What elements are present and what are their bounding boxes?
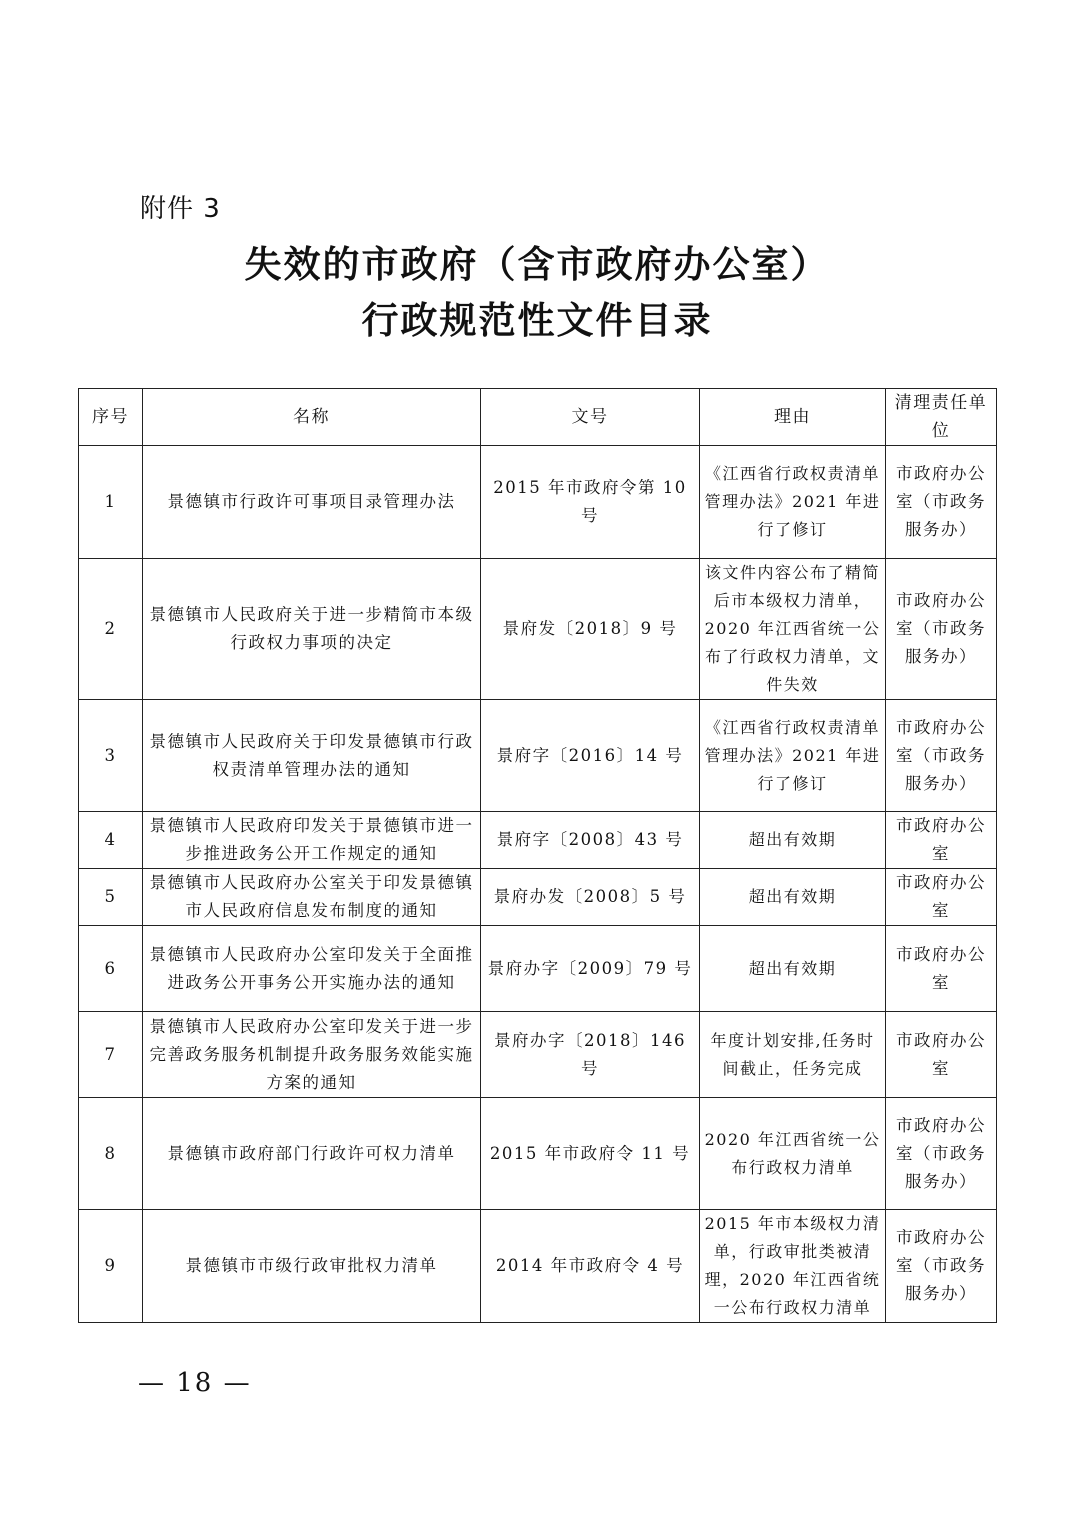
page-number: — 18 — (138, 1368, 252, 1398)
header-unit: 清理责任单位 (886, 389, 997, 446)
cell-doc-no: 2014 年市政府令 4 号 (481, 1210, 700, 1323)
header-index: 序号 (79, 389, 143, 446)
cell-doc-no: 2015 年市政府令 11 号 (481, 1098, 700, 1210)
cell-doc-no: 景府办发〔2008〕5 号 (481, 869, 700, 926)
cell-name: 景德镇市市级行政审批权力清单 (143, 1210, 481, 1323)
cell-unit: 市政府办公室（市政务服务办） (886, 446, 997, 559)
cell-doc-no: 2015 年市政府令第 10 号 (481, 446, 700, 559)
cell-index: 5 (79, 869, 143, 926)
cell-doc-no: 景府办字〔2009〕79 号 (481, 926, 700, 1012)
cell-unit: 市政府办公室（市政务服务办） (886, 559, 997, 700)
header-doc-no: 文号 (481, 389, 700, 446)
cell-name: 景德镇市人民政府办公室印发关于进一步完善政务服务机制提升政务服务效能实施方案的通知 (143, 1012, 481, 1098)
cell-index: 2 (79, 559, 143, 700)
page-title-line-2: 行政规范性文件目录 (361, 299, 713, 342)
header-name: 名称 (143, 389, 481, 446)
cell-reason: 该文件内容公布了精简后市本级权力清单，2020 年江西省统一公布了行政权力清单，文件失效 (700, 559, 886, 700)
cell-doc-no: 景府办字〔2018〕146 号 (481, 1012, 700, 1098)
table-row (79, 1098, 997, 1210)
cell-reason: 《江西省行政权责清单管理办法》2021 年进行了修订 (700, 700, 886, 812)
page-title-line-1: 失效的市政府（含市政府办公室） (244, 243, 830, 286)
table-row (79, 1012, 997, 1098)
cell-doc-no: 景府发〔2018〕9 号 (481, 559, 700, 700)
cell-unit: 市政府办公室 (886, 869, 997, 926)
table-row (79, 700, 997, 812)
header-reason: 理由 (700, 389, 886, 446)
cell-index: 3 (79, 700, 143, 812)
cell-unit: 市政府办公室 (886, 812, 997, 869)
table-row (79, 446, 997, 559)
cell-reason: 年度计划安排,任务时间截止，任务完成 (700, 1012, 886, 1098)
cell-name: 景德镇市人民政府印发关于景德镇市进一步推进政务公开工作规定的通知 (143, 812, 481, 869)
cell-reason: 超出有效期 (700, 926, 886, 1012)
cell-doc-no: 景府字〔2016〕14 号 (481, 700, 700, 812)
cell-index: 1 (79, 446, 143, 559)
table-row (79, 559, 997, 700)
cell-unit: 市政府办公室 (886, 1012, 997, 1098)
attachment-label: 附件 3 (140, 194, 221, 224)
cell-index: 8 (79, 1098, 143, 1210)
cell-index: 7 (79, 1012, 143, 1098)
cell-reason: 2015 年市本级权力清单，行政审批类被清理，2020 年江西省统一公布行政权力清单 (700, 1210, 886, 1323)
cell-reason: 2020 年江西省统一公布行政权力清单 (700, 1098, 886, 1210)
cell-name: 景德镇市人民政府关于进一步精简市本级行政权力事项的决定 (143, 559, 481, 700)
cell-unit: 市政府办公室（市政务服务办） (886, 1210, 997, 1323)
table-header-row (79, 389, 997, 446)
table-row (79, 1210, 997, 1323)
cell-unit: 市政府办公室（市政务服务办） (886, 1098, 997, 1210)
cell-reason: 超出有效期 (700, 869, 886, 926)
table-row (79, 926, 997, 1012)
cell-index: 9 (79, 1210, 143, 1323)
cell-doc-no: 景府字〔2008〕43 号 (481, 812, 700, 869)
cell-reason: 《江西省行政权责清单管理办法》2021 年进行了修订 (700, 446, 886, 559)
table-row (79, 869, 997, 926)
cell-index: 6 (79, 926, 143, 1012)
cell-unit: 市政府办公室 (886, 926, 997, 1012)
cell-index: 4 (79, 812, 143, 869)
table-row (79, 812, 997, 869)
cell-unit: 市政府办公室（市政务服务办） (886, 700, 997, 812)
document-catalog-table (78, 388, 997, 1323)
cell-name: 景德镇市人民政府关于印发景德镇市行政权责清单管理办法的通知 (143, 700, 481, 812)
cell-name: 景德镇市行政许可事项目录管理办法 (143, 446, 481, 559)
cell-name: 景德镇市人民政府办公室印发关于全面推进政务公开事务公开实施办法的通知 (143, 926, 481, 1012)
cell-name: 景德镇市政府部门行政许可权力清单 (143, 1098, 481, 1210)
cell-reason: 超出有效期 (700, 812, 886, 869)
cell-name: 景德镇市人民政府办公室关于印发景德镇市人民政府信息发布制度的通知 (143, 869, 481, 926)
